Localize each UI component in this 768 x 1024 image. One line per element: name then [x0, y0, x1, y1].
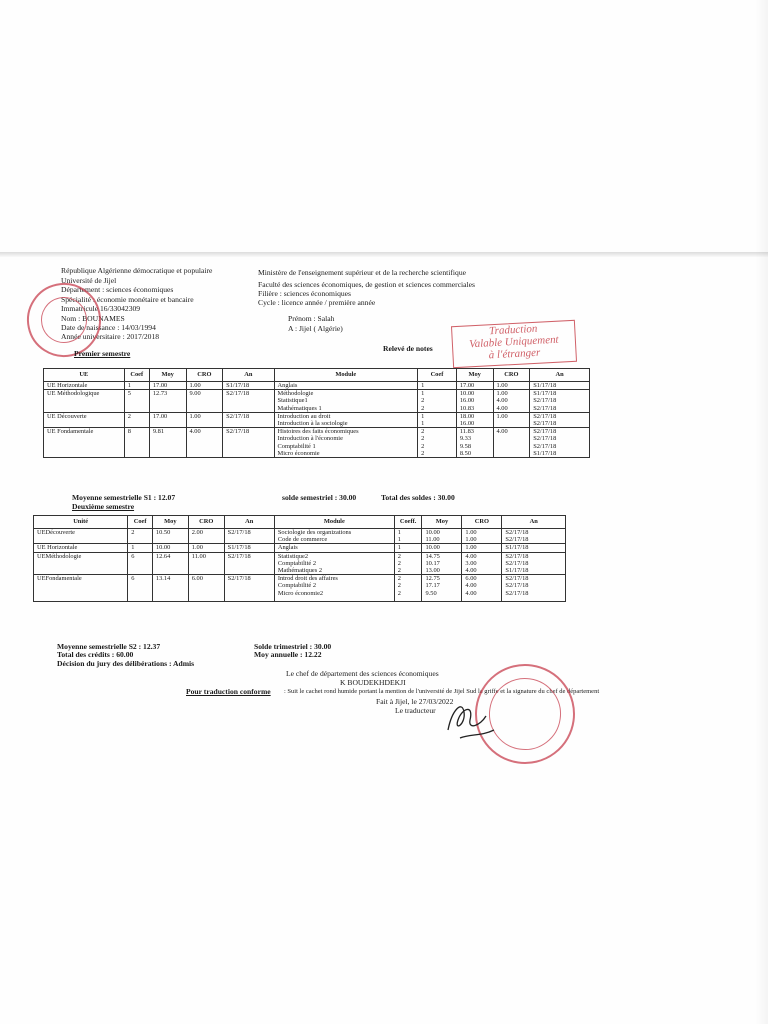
header-right-line: Ministère de l'enseignement supérieur et de la recherche scientifique — [258, 268, 466, 277]
col-header: Unité — [34, 516, 128, 529]
semester2-balance: Solde trimestriel : 30.00 — [254, 642, 332, 651]
birthplace-label: A : Jijel ( Algérie) — [288, 324, 343, 333]
translation-stamp: Traduction Valable Uniquement à l'étranger — [451, 320, 577, 368]
header-left-line: Année universitaire : 2017/2018 — [61, 332, 160, 341]
col-header: Moy — [152, 516, 188, 529]
header-right-line: Filière : sciences économiques — [258, 289, 351, 298]
semester1-balance: solde semestriel : 30.00 — [282, 493, 357, 502]
col-header: An — [223, 369, 274, 382]
table-row: UE Méthodologique 5 12.73 9.00 S2/17/18 Méthodologie Statistique1 Mathématiques 1 1 2 2 10.00 16.00 10.83 1.00 4.00 4.00 S1/17/18 S2/17/18 S2/17/18 — [44, 390, 590, 413]
col-header: CRO — [462, 516, 502, 529]
semester2-table — [33, 515, 566, 602]
col-header: Coef — [128, 516, 153, 529]
header-left-line: Date de naissance : 14/03/1994 — [61, 323, 156, 332]
col-header: An — [224, 516, 274, 529]
department-head-name: K BOUDEKHDEKJI — [340, 678, 406, 687]
signed-place-date: Fait à Jijel, le 27/03/2022 — [376, 697, 454, 706]
col-header: Moy — [149, 369, 186, 382]
table-row: UE Fondamentale 8 9.81 4.00 S2/17/18 Histoires des faits économiques Introduction à l'économie Comptabilité 1 Micro économie 2 2 2 2 11.83 9.33 9.58 8.50 4.00 S2/17/18 S2/17/18 S2/17/18 S1/17/18 — [44, 428, 590, 458]
table-row: UE Découverte 2 17.00 1.00 S2/17/18 Introduction au droit Introduction à la sociologie 1 1 18.00 16.00 1.00 S2/17/18 S2/17/18 — [44, 412, 590, 427]
col-header: Coef — [418, 369, 457, 382]
header-left-line: Université de Jijel — [61, 276, 117, 285]
conforme-label: Pour traduction conforme — [186, 687, 271, 696]
col-header: Module — [274, 516, 394, 529]
col-header: Moy — [456, 369, 493, 382]
document-title: Relevé de notes — [383, 344, 433, 353]
semester1-table — [43, 368, 590, 458]
col-header: CRO — [493, 369, 530, 382]
semester1-average: Moyenne semestrielle S1 : 12.07 — [72, 493, 176, 502]
col-header: An — [502, 516, 566, 529]
semester1-title: Premier semestre — [74, 349, 131, 358]
table-row: UEFondamentale 6 13.14 6.00 S2/17/18 Introd droit des affaires Comptabilité 2 Micro économie2 2 2 2 12.75 17.17 9.50 6.00 4.00 4.00 S2/17/18 S2/17/18 S2/17/18 — [34, 575, 566, 602]
col-header: CRO — [188, 516, 224, 529]
table-row: UEDécouverte 2 10.50 2.00 S2/17/18 Sociologie des organizations Code de commerce 1 1 10.00 11.00 1.00 1.00 S2/17/18 S2/17/18 — [34, 529, 566, 544]
header-left-line: Spécialité : économie monétaire et bancaire — [61, 295, 194, 304]
semester2-title: Deuxième semestre — [72, 502, 135, 511]
col-header: Module — [274, 369, 418, 382]
header-left-line: Immatricule 16/33042309 — [61, 304, 141, 313]
table-row: UEMéthodologie 6 12.64 11.00 S2/17/18 Statistique2 Comptabilité 2 Mathématiques 2 2 2 2 14.75 10.17 13.00 4.00 3.00 4.00 S2/17/18 S2/17/18 S1/17/18 — [34, 552, 566, 575]
col-header: CRO — [186, 369, 223, 382]
jury-decision: Décision du jury des délibérations : Admis — [57, 659, 195, 668]
header-right-line: Cycle : licence année / première année — [258, 298, 376, 307]
scan-shadow — [755, 0, 768, 1024]
prenom-label: Prénom : Salah — [288, 314, 335, 323]
header-left-line: Nom : BOUNAMES — [61, 314, 125, 323]
col-header: Coeff. — [394, 516, 422, 529]
total-balance: Total des soldes : 30.00 — [381, 493, 455, 502]
col-header: Moy — [422, 516, 462, 529]
semester2-average: Moyenne semestrielle S2 : 12.37 — [57, 642, 161, 651]
scan-edge — [0, 252, 768, 257]
translator-label: Le traducteur — [395, 706, 436, 715]
header-left-line: Département : sciences économiques — [61, 285, 174, 294]
total-credits: Total des crédits : 60.00 — [57, 650, 134, 659]
header-left-line: République Algérienne démocratique et populaire — [61, 266, 213, 275]
signature — [440, 690, 500, 745]
annual-average: Moy annuelle : 12.22 — [254, 650, 322, 659]
department-head-title: Le chef de département des sciences économiques — [286, 669, 439, 678]
table-row: UE Horizontale 1 10.00 1.00 S1/17/18 Anglais 1 10.00 1.00 S1/17/18 — [34, 544, 566, 552]
table-row: UE Horizontale 1 17.00 1.00 S1/17/18 Anglais 1 17.00 1.00 S1/17/18 — [44, 382, 590, 390]
header-right-line: Faculté des sciences économiques, de gestion et sciences commerciales — [258, 280, 475, 289]
col-header: An — [530, 369, 590, 382]
conforme-text: : Suit le cachet rond humide portant la mention de l'université de Jijel Sud la griffe et la signature du chef de département — [284, 688, 600, 695]
col-header: UE — [44, 369, 125, 382]
col-header: Coef — [124, 369, 149, 382]
